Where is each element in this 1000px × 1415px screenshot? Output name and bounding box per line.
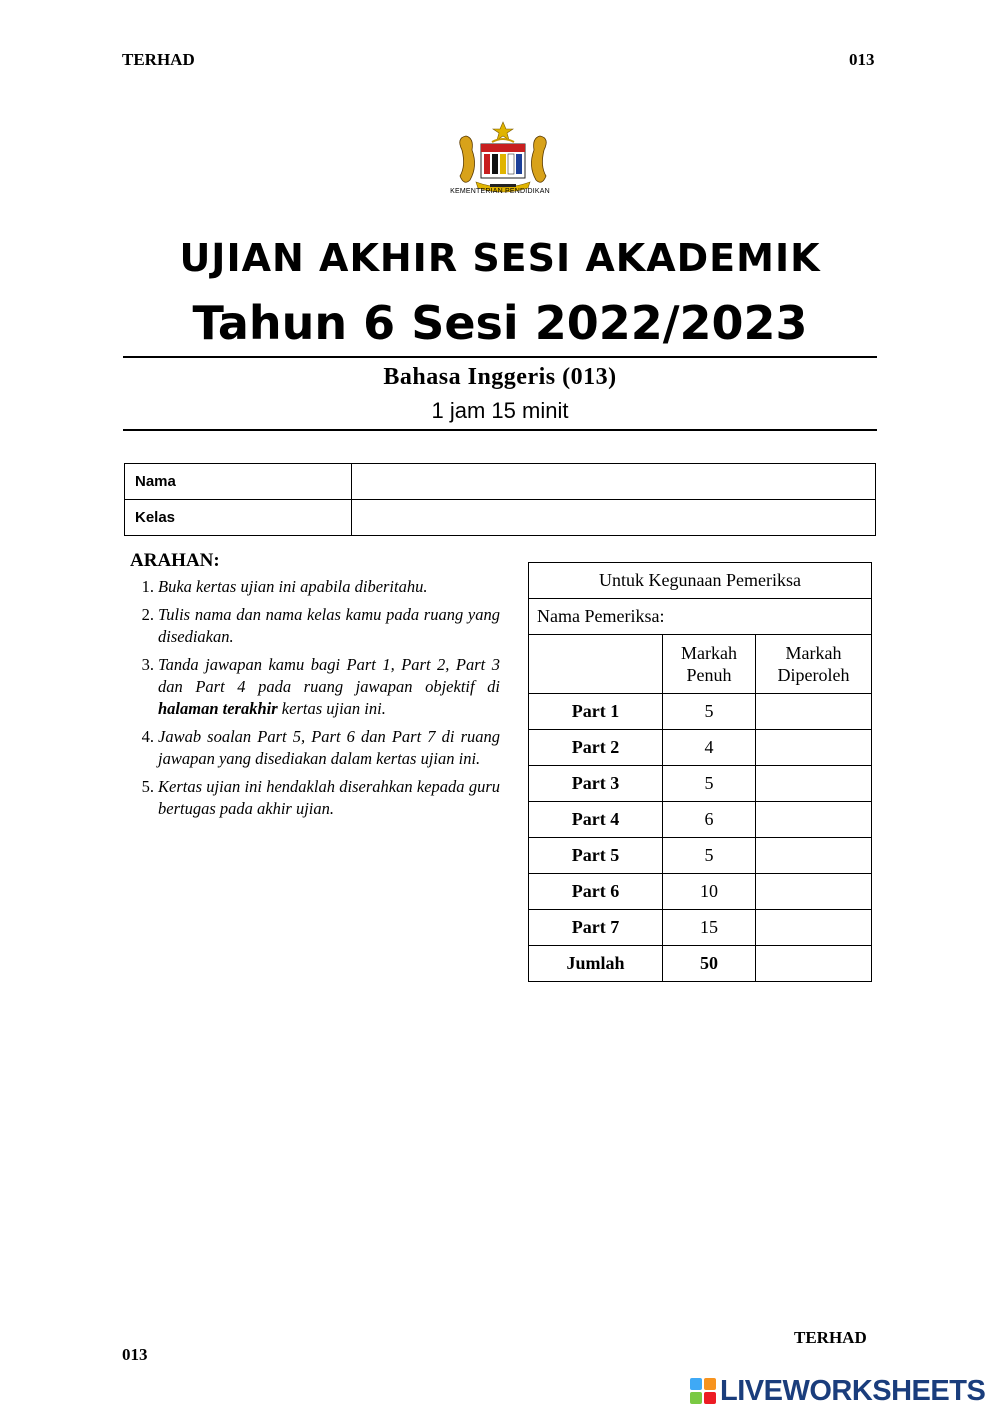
- instruction-text: Tulis nama dan nama kelas kamu pada ruang yang disediakan.: [158, 605, 500, 646]
- full-marks-value: 10: [663, 874, 756, 910]
- full-marks-header: [663, 635, 756, 694]
- exam-title: UJIAN AKHIR SESI AKADEMIK: [179, 236, 821, 280]
- instruction-text: Jawab soalan Part 5, Part 6 dan Part 7 di ruang jawapan yang disediakan dalam kertas ujian ini.: [158, 727, 500, 768]
- marks-row-part-1: [529, 694, 872, 730]
- marks-row-part-5: [529, 838, 872, 874]
- part-label: Part 3: [529, 766, 663, 802]
- total-label: Jumlah: [529, 946, 663, 982]
- full-marks-value: 5: [663, 694, 756, 730]
- examiner-table-title-row: [529, 563, 872, 599]
- part-label: Part 4: [529, 802, 663, 838]
- header-line: Markah: [681, 643, 737, 663]
- instruction-text: [158, 654, 500, 720]
- examiner-marks-table: [528, 562, 872, 982]
- class-row: [125, 500, 876, 536]
- obtained-marks-header: [756, 635, 872, 694]
- title-divider-bottom: [123, 429, 877, 431]
- marks-row-part-6: [529, 874, 872, 910]
- total-obtained-marks-cell[interactable]: [756, 946, 872, 982]
- footer-paper-code: 013: [122, 1345, 148, 1364]
- marks-header-blank: [529, 635, 663, 694]
- instruction-number: 1.: [141, 577, 154, 596]
- obtained-marks-cell[interactable]: [756, 694, 872, 730]
- instruction-number: 4.: [141, 727, 154, 746]
- liveworksheets-wordmark: LIVEWORKSHEETS: [720, 1374, 986, 1407]
- student-info-table: [124, 463, 876, 536]
- examiner-name-field[interactable]: Nama Pemeriksa:: [529, 599, 872, 635]
- instruction-item: [130, 776, 500, 820]
- obtained-marks-cell[interactable]: [756, 766, 872, 802]
- instruction-emphasis: halaman terakhir: [158, 699, 278, 718]
- name-field[interactable]: [352, 464, 876, 500]
- full-marks-value: 5: [663, 766, 756, 802]
- marks-row-part-4: [529, 802, 872, 838]
- full-marks-value: 15: [663, 910, 756, 946]
- ministry-caption: KEMENTERIAN PENDIDIKAN: [450, 188, 550, 195]
- name-row: [125, 464, 876, 500]
- liveworksheets-logo-icon: [690, 1378, 716, 1404]
- header-line: Diperoleh: [777, 665, 850, 685]
- header-paper-code: 013: [849, 50, 875, 69]
- exam-duration: 1 jam 15 minit: [431, 398, 569, 423]
- marks-row-part-7: [529, 910, 872, 946]
- instructions-section: [130, 550, 500, 826]
- full-marks-value: 4: [663, 730, 756, 766]
- instructions-title: ARAHAN:: [130, 550, 220, 571]
- subject-title: Bahasa Inggeris (013): [383, 364, 617, 390]
- obtained-marks-cell[interactable]: [756, 802, 872, 838]
- obtained-marks-cell[interactable]: [756, 730, 872, 766]
- class-label: Kelas: [125, 500, 352, 536]
- part-label: Part 7: [529, 910, 663, 946]
- exam-year-session: Tahun 6 Sesi 2022/2023: [192, 296, 808, 350]
- instruction-number: 5.: [141, 777, 154, 796]
- total-full-marks-value: 50: [663, 946, 756, 982]
- instruction-text: Buka kertas ujian ini apabila diberitahu.: [158, 577, 428, 596]
- marks-row-part-3: [529, 766, 872, 802]
- examiner-name-row: [529, 599, 872, 635]
- obtained-marks-cell[interactable]: [756, 838, 872, 874]
- part-label: Part 5: [529, 838, 663, 874]
- title-divider-top: [123, 356, 877, 358]
- instructions-list: [130, 576, 500, 820]
- instruction-item: [130, 604, 500, 648]
- part-label: Part 1: [529, 694, 663, 730]
- part-label: Part 2: [529, 730, 663, 766]
- name-label: Nama: [125, 464, 352, 500]
- examiner-table-title: Untuk Kegunaan Pemeriksa: [529, 563, 872, 599]
- marks-header-row: [529, 635, 872, 694]
- marks-row-total: [529, 946, 872, 982]
- header-line: Markah: [785, 643, 842, 663]
- instruction-text-part: kertas ujian ini.: [277, 699, 386, 718]
- instruction-text: Kertas ujian ini hendaklah diserahkan kepada guru bertugas pada akhir ujian.: [158, 777, 500, 818]
- liveworksheets-watermark: [690, 1374, 990, 1408]
- instruction-item: [130, 726, 500, 770]
- instruction-number: 2.: [141, 605, 154, 624]
- instruction-item: [130, 576, 500, 598]
- instruction-text-part: Tanda jawapan kamu bagi Part 1, Part 2, Part 3 dan Part 4 pada ruang jawapan objektif di: [158, 655, 500, 696]
- marks-row-part-2: [529, 730, 872, 766]
- header-line: Penuh: [686, 665, 732, 685]
- obtained-marks-cell[interactable]: [756, 910, 872, 946]
- footer-restricted-label: TERHAD: [794, 1328, 867, 1347]
- header-restricted-label: TERHAD: [122, 50, 195, 69]
- part-label: Part 6: [529, 874, 663, 910]
- instruction-item: [130, 654, 500, 720]
- obtained-marks-cell[interactable]: [756, 874, 872, 910]
- instruction-number: 3.: [141, 655, 154, 674]
- class-field[interactable]: [352, 500, 876, 536]
- full-marks-value: 5: [663, 838, 756, 874]
- full-marks-value: 6: [663, 802, 756, 838]
